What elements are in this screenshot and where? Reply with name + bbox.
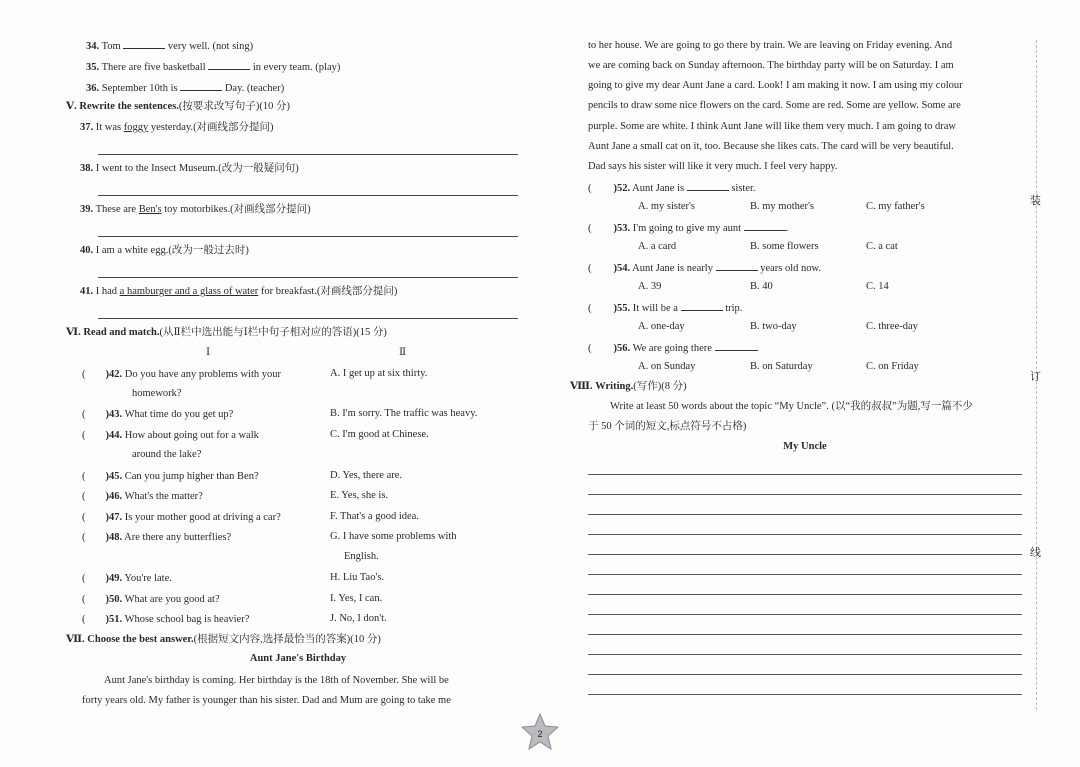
writing-instruction: Write at least 50 words about the topic “My Uncle”. (以“我的叔叔”为题,写一篇不少: [610, 401, 973, 412]
answer-blank[interactable]: [687, 180, 729, 191]
answer-option-f: F. That's a good idea.: [330, 511, 419, 522]
match-row-44: ( )44. How about going out for a walk: [82, 430, 259, 441]
writing-line[interactable]: [588, 634, 1022, 635]
answer-option-b: B. I'm sorry. The traffic was heavy.: [330, 408, 478, 419]
section-7-header: Ⅶ. Choose the best answer.(根据短文内容,选择最恰当的答案)(10 分): [66, 634, 381, 645]
question-37: 37. It was foggy yesterday.(对画线部分提问): [80, 122, 274, 133]
writing-line[interactable]: [588, 494, 1022, 495]
column-1-label: Ⅰ: [206, 347, 211, 358]
answer-option-a: A. I get up at six thirty.: [330, 368, 428, 379]
option-a[interactable]: A. on Sunday: [638, 361, 696, 372]
column-2-label: Ⅱ: [399, 347, 407, 358]
passage-line: forty years old. My father is younger than his sister. Dad and Mum are going to take me: [82, 695, 451, 706]
answer-paren[interactable]: [86, 407, 106, 417]
match-row-48: ( )48. Are there any butterflies?: [82, 532, 232, 543]
option-a[interactable]: A. 39: [638, 281, 662, 292]
writing-line[interactable]: [588, 534, 1022, 535]
option-b[interactable]: B. on Saturday: [750, 361, 813, 372]
passage-line: Aunt Jane a small cat on it, too. Because she likes cats. The card will be very beautiful.: [588, 141, 954, 152]
answer-option-j: J. No, I don't.: [330, 613, 387, 624]
match-row-47: ( )47. Is your mother good at driving a car?: [82, 512, 281, 523]
match-row-42: ( )42. Do you have any problems with your: [82, 369, 282, 380]
passage-line: we are coming back on Sunday afternoon. The birthday party will be on Saturday. I am: [588, 60, 954, 71]
option-b[interactable]: B. two-day: [750, 321, 797, 332]
writing-line[interactable]: [588, 594, 1022, 595]
answer-paren[interactable]: [592, 181, 614, 191]
answer-paren[interactable]: [86, 428, 106, 438]
question-38: 38. I went to the Insect Museum.(改为一般疑问句): [80, 163, 299, 174]
question-56: ( )56. We are going there .: [588, 340, 759, 356]
writing-instruction: 于 50 个词的短文,标点符号不占格): [588, 421, 747, 432]
answer-line[interactable]: [98, 236, 518, 237]
passage-line: Aunt Jane's birthday is coming. Her birthday is the 18th of November. She will be: [104, 675, 449, 686]
answer-paren[interactable]: [592, 341, 614, 351]
answer-line[interactable]: [98, 277, 518, 278]
answer-paren[interactable]: [86, 469, 106, 479]
question-41: 41. I had a hamburger and a glass of water for breakfast.(对画线部分提问): [80, 286, 398, 297]
answer-blank[interactable]: [715, 340, 757, 351]
writing-line[interactable]: [588, 654, 1022, 655]
match-row-42-cont: homework?: [132, 388, 182, 399]
answer-blank[interactable]: [123, 38, 165, 49]
answer-line[interactable]: [98, 195, 518, 196]
answer-option-c: C. I'm good at Chinese.: [330, 429, 429, 440]
answer-paren[interactable]: [592, 301, 614, 311]
answer-option-h: H. Liu Tao's.: [330, 572, 385, 583]
answer-paren[interactable]: [86, 592, 106, 602]
answer-blank[interactable]: [208, 59, 250, 70]
passage-line: Dad says his sister will like it very much. I feel very happy.: [588, 161, 838, 172]
question-55: ( )55. It will be a trip.: [588, 300, 742, 316]
page-number: 2: [537, 729, 543, 739]
binding-char: 装: [1030, 195, 1041, 207]
option-b[interactable]: B. my mother's: [750, 201, 815, 212]
passage-line: pencils to draw some nice flowers on the card. Some are red. Some are yellow. Some are: [588, 100, 961, 111]
match-row-51: ( )51. Whose school bag is heavier?: [82, 614, 250, 625]
question-36: 36. September 10th is Day. (teacher): [86, 80, 284, 96]
option-c[interactable]: C. on Friday: [866, 361, 919, 372]
writing-line[interactable]: [588, 574, 1022, 575]
question-54: ( )54. Aunt Jane is nearly years old now.: [588, 260, 821, 276]
writing-line[interactable]: [588, 514, 1022, 515]
answer-option-e: E. Yes, she is.: [330, 490, 389, 501]
match-row-45: ( )45. Can you jump higher than Ben?: [82, 471, 259, 482]
question-53: ( )53. I'm going to give my aunt .: [588, 220, 788, 236]
option-b[interactable]: B. 40: [750, 281, 773, 292]
option-c[interactable]: C. three-day: [866, 321, 918, 332]
writing-line[interactable]: [588, 694, 1022, 695]
option-a[interactable]: A. one-day: [638, 321, 685, 332]
answer-paren[interactable]: [86, 530, 106, 540]
answer-line[interactable]: [98, 154, 518, 155]
option-b[interactable]: B. some flowers: [750, 241, 819, 252]
option-c[interactable]: C. 14: [866, 281, 889, 292]
answer-line[interactable]: [98, 318, 518, 319]
star-page-badge-icon: [520, 712, 560, 752]
passage-title: Aunt Jane's Birthday: [249, 653, 347, 664]
answer-paren[interactable]: [86, 510, 106, 520]
match-row-49: ( )49. You're late.: [82, 573, 172, 584]
essay-title: My Uncle: [783, 441, 827, 452]
question-40: 40. I am a white egg.(改为一般过去时): [80, 245, 249, 256]
answer-option-i: I. Yes, I can.: [330, 593, 383, 604]
match-row-43: ( )43. What time do you get up?: [82, 409, 234, 420]
match-row-44-cont: around the lake?: [132, 449, 202, 460]
writing-line[interactable]: [588, 614, 1022, 615]
question-52: ( )52. Aunt Jane is sister.: [588, 180, 756, 196]
option-a[interactable]: A. a card: [638, 241, 677, 252]
match-row-50: ( )50. What are you good at?: [82, 594, 220, 605]
passage-line: purple. Some are white. I think Aunt Jane will like them very much. I am going to draw: [588, 121, 957, 132]
answer-paren[interactable]: [86, 367, 106, 377]
passage-line: going to give my dear Aunt Jane a card. Look! I am making it now. I am using my colour: [588, 80, 963, 91]
answer-paren[interactable]: [86, 612, 106, 622]
answer-option-d: D. Yes, there are.: [330, 470, 403, 481]
question-39: 39. These are Ben's toy motorbikes.(对画线部分提问): [80, 204, 311, 215]
answer-paren[interactable]: [86, 489, 106, 499]
option-a[interactable]: A. my sister's: [638, 201, 696, 212]
question-35: 35. There are five basketball in every team. (play): [86, 59, 340, 75]
answer-paren[interactable]: [86, 571, 106, 581]
option-c[interactable]: C. a cat: [866, 241, 898, 252]
question-34: 34. Tom very well. (not sing): [86, 38, 253, 54]
passage-line: to her house. We are going to go there by train. We are leaving on Friday evening. And: [588, 40, 953, 51]
answer-option-g: G. I have some problems with: [330, 531, 457, 542]
section-6-header: Ⅵ. Read and match.(从Ⅱ栏中选出能与Ⅰ栏中句子相对应的答语)(15 分): [66, 327, 387, 338]
section-5-header: Ⅴ. Rewrite the sentences.(按要求改写句子)(10 分): [66, 101, 290, 112]
binding-char: 订: [1030, 371, 1041, 383]
option-c[interactable]: C. my father's: [866, 201, 925, 212]
answer-paren[interactable]: [592, 221, 614, 231]
answer-blank[interactable]: [180, 80, 222, 91]
answer-blank[interactable]: [716, 260, 758, 271]
section-8-header: Ⅷ. Writing.(写作)(8 分): [570, 381, 687, 392]
answer-blank[interactable]: [744, 220, 786, 231]
writing-line[interactable]: [588, 674, 1022, 675]
answer-blank[interactable]: [681, 300, 723, 311]
writing-line[interactable]: [588, 474, 1022, 475]
writing-line[interactable]: [588, 554, 1022, 555]
answer-paren[interactable]: [592, 261, 614, 271]
binding-char: 线: [1030, 547, 1041, 559]
match-row-46: ( )46. What's the matter?: [82, 491, 203, 502]
answer-option-g-cont: English.: [344, 551, 379, 562]
